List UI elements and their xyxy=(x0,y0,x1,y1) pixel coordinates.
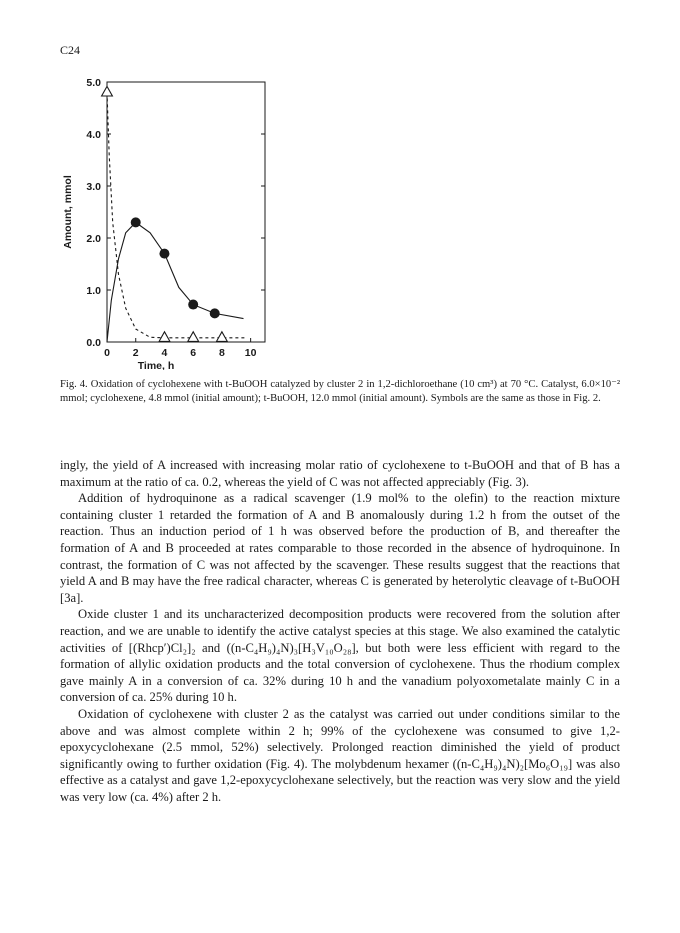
x-tick-label: 4 xyxy=(161,347,168,359)
series-2-point xyxy=(159,332,170,342)
y-tick-label: 5.0 xyxy=(86,77,101,89)
y-tick-label: 1.0 xyxy=(86,285,101,297)
paragraph-1: ingly, the yield of A increased with increasing molar ratio of cyclohexene to t-BuOOH and that of B has a maximum at the ratio of ca. 0.2, whereas the yield of C was not affected appreciably (Fig. 3). xyxy=(60,458,620,489)
paragraph-4: Oxidation of cyclohexene with cluster 2 as the catalyst was carried out under conditions similar to the above and was almost complete within 2 h; 99% of the cyclohexene was consumed to give 1,2-epoxycyclohexane (2.5 mmol, 52%) selectively. Prolonged reaction diminished the yield of product significantly owing to further oxidation (Fig. 4). The molybdenum hexamer ((n-C₄H₉)₄N)₂[Mo₆O₁₉] was also effective as a catalyst and gave 1,2-epoxycyclohexane selectively, but the reaction was very slow and the yield was very low (ca. 4%) after 2 h. xyxy=(60,706,620,804)
series-2-line xyxy=(107,92,246,337)
x-tick-label: 2 xyxy=(132,347,139,359)
caption-text: Oxidation of cyclohexene with t-BuOOH catalyzed by cluster 2 in 1,2-dichloroethane (10 cm³) at 70 °C. Catalyst, 6.0×10⁻² mmol; cyclohexene, 4.8 mmol (initial amount); t-BuOOH, 12.0 mmol (initial amount). Symbols are the same as those in Fig. 2. xyxy=(60,379,620,404)
x-tick-label: 6 xyxy=(190,347,197,359)
paragraph-3: Oxide cluster 1 and its uncharacterized decomposition products were recovered from the solution after reaction, and we are unable to identify the active catalyst species at this stage. We also examined the catalytic activities of [(Rhcp′)Cl₂]₂ and ((n-C₄H₉)₄N)₃[H₃V₁₀O₂₈], but both were less efficient with regard to the formation of allylic oxidation products and the total conversion of cyclohexene. Thus the rhodium complex gave mainly A in a conversion of ca. 32% during 10 h and the vanadium polyoxometalate mainly C in a conversion of ca. 25% during 10 h. xyxy=(60,607,620,705)
series-1-point xyxy=(210,308,220,318)
series-1-line xyxy=(107,222,244,342)
y-tick-group xyxy=(86,77,265,349)
y-tick-label: 0.0 xyxy=(86,337,101,349)
figure-4-chart xyxy=(55,70,285,370)
series-1-point xyxy=(159,249,169,259)
x-tick-label: 10 xyxy=(244,347,257,359)
chart-axes xyxy=(107,82,265,342)
x-tick-group xyxy=(104,338,257,359)
series-1-point xyxy=(131,217,141,227)
series-2-point xyxy=(217,332,228,342)
y-tick-label: 2.0 xyxy=(86,233,101,245)
caption-prefix: Fig. 4. xyxy=(60,379,88,390)
y-tick-label: 3.0 xyxy=(86,181,101,193)
y-axis-label: Amount, mmol xyxy=(62,175,74,249)
paragraph-2: Addition of hydroquinone as a radical scavenger (1.9 mol% to the olefin) to the reaction mixture containing cluster 1 retarded the formation of A and B anomalously during 1.2 h from the outset of the reaction. Thus an induction period of 1 h was observed before the production of B, and thereafter the formation of A and B proceeded at rates comparable to those recorded in the absence of hydroquinone. In contrast, the formation of C was not affected by the scavenger. These results suggest that the reactions that yield A and B may have the free radical character, whereas C is generated by heterolytic cleavage of t-BuOOH [3a]. xyxy=(60,491,620,605)
plot-frame xyxy=(107,82,265,342)
x-tick-label: 0 xyxy=(104,347,110,359)
series-group xyxy=(102,86,247,342)
y-tick-label: 4.0 xyxy=(86,129,101,141)
series-1-point xyxy=(188,300,198,310)
body-text xyxy=(60,457,620,805)
series-2-point xyxy=(188,332,199,342)
page-number: C24 xyxy=(60,43,81,57)
x-axis-label: Time, h xyxy=(137,360,175,370)
figure-caption xyxy=(60,378,620,406)
x-tick-label: 8 xyxy=(218,347,225,359)
series-2-point xyxy=(102,86,113,96)
